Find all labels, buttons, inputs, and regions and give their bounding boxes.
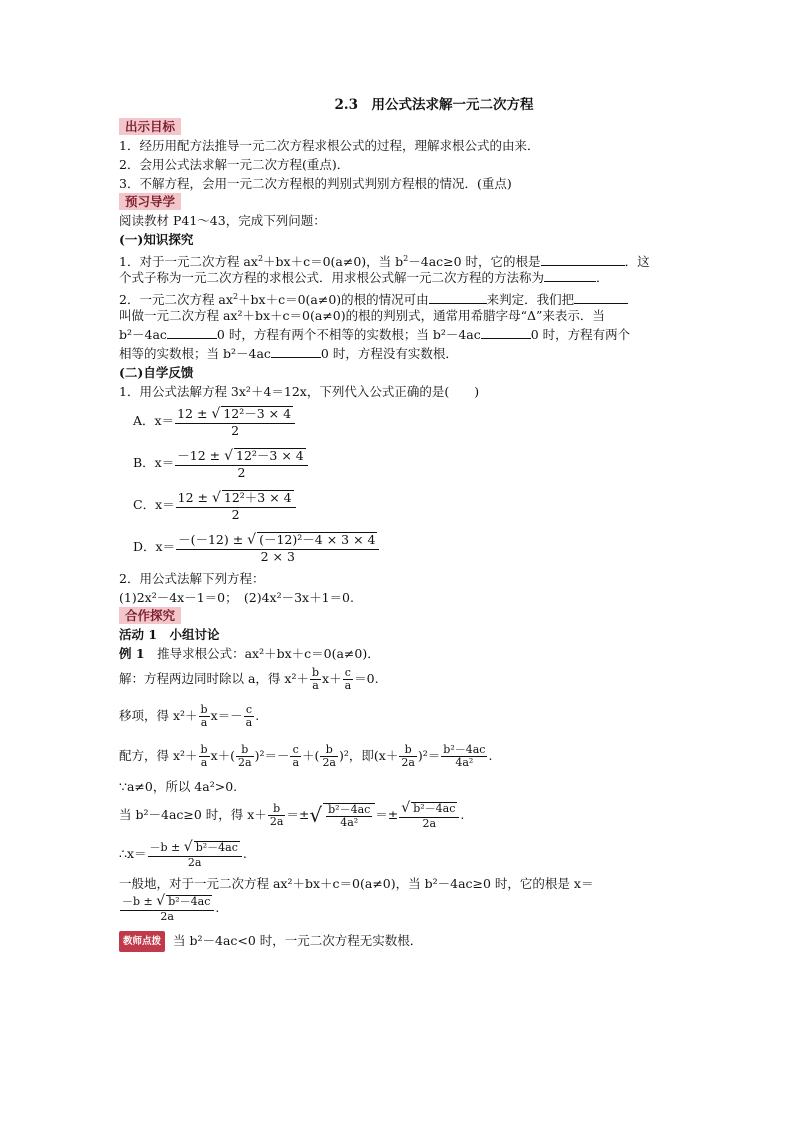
- teacher-tip-badge: 教师点拨: [119, 931, 165, 952]
- preview-intro: 阅读教材 P41～43，完成下列问题：: [119, 212, 326, 228]
- worksheet-page: [119, 96, 679, 950]
- choice-option-a[interactable]: A．x＝ $\frac{\text{12 ± √ 12²－3 × 4}}{2}$: [119, 401, 679, 443]
- section-tag-goals: 出示目标: [119, 118, 181, 135]
- goal-item: 1．经历用配方法推导一元二次方程求根公式的过程，理解求根公式的由来．: [119, 137, 540, 153]
- question-2-line-2: 叫做一元二次方程 ax²＋bx＋c＝0(a≠0)的根的判别式，通常用希腊字母“Δ”来表示．当: [119, 307, 605, 323]
- question-2-line-1: 2．一元二次方程 $ax^2+bx+c=0(a\ne 0)$的根的情况可由 来判定．我们把: [119, 287, 679, 306]
- answer-blank[interactable]: [481, 325, 531, 339]
- choice-option-d[interactable]: D．x＝ $\frac{\text{－(－12) ± √ (－12)²－4 × 3 × 4}}{2 \times 3}$: [119, 527, 679, 569]
- page-title: 2.3 用公式法求解一元二次方程: [334, 97, 534, 113]
- root-formula: $\frac{\text{－b ± √ b²－4ac}}{2a}$ .: [122, 893, 220, 923]
- choice-option-c[interactable]: C．x＝ $\frac{\text{12 ± √ 12²＋3 × 4}}{2}$: [119, 485, 679, 527]
- derivation-step-5: 当 b²－4ac≥0 时，得 x＋ $\frac{b}{2a}$ ＝± √ $\frac{\text{b²－4ac}}{\text{4a²}}$ ＝± $\frac{\text{√ b²－4ac}}{2a}$ .: [119, 800, 465, 830]
- goal-item: 3．不解方程，会用一元二次方程根的判别式判别方程根的情况．(重点): [119, 175, 512, 191]
- section-tag-coop: 合作探究: [119, 607, 181, 624]
- answer-blank[interactable]: [271, 344, 321, 358]
- example-1: 例 1 推导求根公式：ax²＋bx＋c＝0(a≠0)．: [119, 645, 380, 661]
- answer-blank[interactable]: [544, 268, 596, 282]
- derivation-step-2: 移项，得 x²＋ $\frac{b}{a}$ x＝－ $\frac{c}{a}$ .: [119, 703, 260, 730]
- choice-option-b[interactable]: B．x＝ $\frac{\text{－12 ± √ 12²－3 × 4}}{2}$: [119, 443, 679, 485]
- question-1-line-1: 1．对于一元二次方程 $ax^2+bx+c=0(a\ne 0)$，当 $b^2-4ac\ge 0$ 时，它的根是 ．这: [119, 253, 650, 269]
- answer-blank[interactable]: [167, 325, 217, 339]
- feedback-question-2: 2．用公式法解下列方程：: [119, 570, 265, 586]
- feedback-question-1: 1．用公式法解方程 3x²＋4＝12x，下列代入公式正确的是( ): [119, 383, 480, 399]
- question-2-line-4: 相等的实数根；当 b²－4ac 0 时，方程没有实数根．: [119, 345, 458, 361]
- general-conclusion: 一般地，对于一元二次方程 ax²＋bx＋c＝0(a≠0)，当 b²－4ac≥0 时，它的根是 x＝: [119, 875, 594, 891]
- activity-title: 活动 1 小组讨论: [119, 626, 220, 642]
- question-1-line-2: 个式子称为一元二次方程的求根公式．用求根公式解一元二次方程的方法称为 ．: [119, 269, 609, 285]
- feedback-equations: (1)2x²－4x－1＝0； (2)4x²－3x＋1＝0.: [119, 589, 354, 605]
- derivation-step-3: 配方，得 x²＋ $\frac{b}{a}$ x＋( $\frac{b}{2a}$ )²＝－ $\frac{c}{a}$ ＋( $\frac{b}{2a}$ )²，即(x＋ $\frac{b}{2a}$ )²＝ $\frac{\text{b²－4ac}}{\text{4a²}}$ .: [119, 743, 493, 770]
- part-title-feedback: (二)自学反馈: [119, 364, 194, 380]
- derivation-step-6: ∴x＝ $\frac{\text{－b ± √ b²－4ac}}{2a}$ .: [119, 839, 247, 869]
- derivation-step-1: 解：方程两边同时除以 a，得 x²＋ $\frac{b}{a}$ x＋ $\frac{c}{a}$ ＝0.: [119, 666, 379, 693]
- answer-blank[interactable]: [429, 290, 487, 304]
- goal-item: 2．会用公式法求解一元二次方程(重点)．: [119, 156, 350, 172]
- teacher-tip: 教师点拨 当 b²－4ac<0 时，一元二次方程无实数根．: [119, 931, 679, 950]
- part-title-knowledge: (一)知识探究: [119, 231, 194, 247]
- answer-blank[interactable]: [574, 290, 628, 304]
- section-tag-preview: 预习导学: [119, 193, 181, 210]
- answer-blank[interactable]: [541, 252, 625, 266]
- question-2-line-3: b²－4ac 0 时，方程有两个不相等的实数根；当 b²－4ac 0 时，方程有两个: [119, 326, 631, 342]
- derivation-step-4: ∵a≠0，所以 4a²>0.: [119, 778, 238, 794]
